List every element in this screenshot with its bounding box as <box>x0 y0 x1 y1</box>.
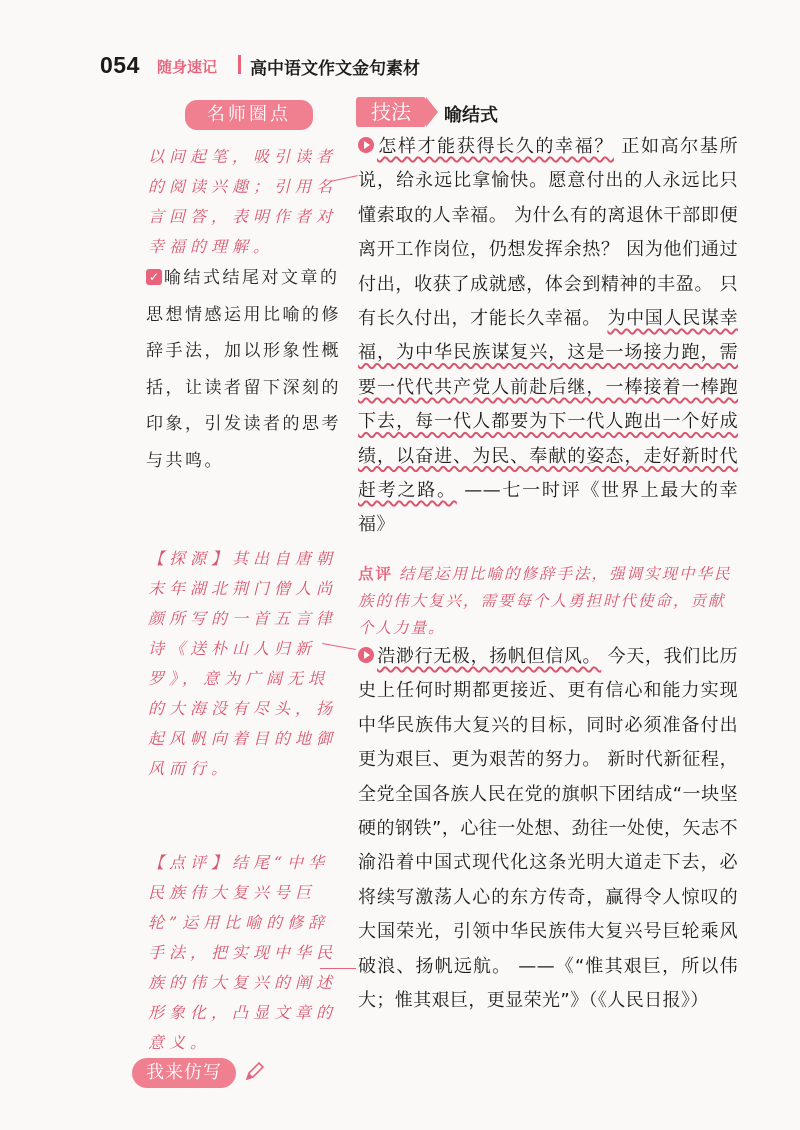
comment-text: 结尾运用比喻的修辞手法，强调实现中华民族的伟大复兴，需要每个人勇担时代使命，贡献个人力量。 <box>358 565 732 637</box>
technique-arrow <box>426 97 438 127</box>
pencil-icon <box>244 1060 266 1082</box>
paragraph-body: 正如高尔基所说，给永远比拿愉快。愿意付出的人永远比只懂索取的人幸福。 为什么有的离退休干部即便离开工作岗位，仍想发挥余热？ 因为他们通过付出，收获了成就感，体会到精神的丰盈。 只有长久付出，才能长久幸福。 <box>358 136 738 330</box>
quoted-verse: 浩渺行无极，扬帆但信风。 <box>377 646 602 667</box>
printed-note-ending <box>146 260 342 479</box>
example-paragraph-1 <box>358 130 738 543</box>
handwritten-note-comment: 【点评】结尾“中华民族伟大复兴号巨轮”运用比喻的修辞手法，把实现中华民族的伟大复兴的阐述形象化，凸显文章的意义。 <box>148 853 338 1052</box>
note-connector <box>320 968 356 969</box>
comment-label: 点评 <box>358 564 394 583</box>
check-icon: ✓ <box>146 269 162 285</box>
play-bullet-icon <box>358 647 374 663</box>
page-number: 054 <box>100 52 140 78</box>
header-divider <box>238 55 241 74</box>
paragraph-body: 今天，我们比历史上任何时期都更接近、更有信心和能力实现中华民族伟大复兴的目标，同时必须准备付出更为艰巨、更为艰苦的努力。 新时代新征程，全党全国各族人民在党的旗帜下团结成“一块坚硬的钢铁”，心往一处想、劲往一处使，矢志不渝沿着中国式现代化这条光明大道走下去，必将续写激荡人心的东方传奇，赢得令人惊叹的大国荣光，引领中华民族伟大复兴号巨轮乘风破浪、扬帆远航。 ——《“惟其艰巨，所以伟大；惟其艰巨，更显荣光”》（《人民日报》） <box>358 646 738 1012</box>
printed-note-text: 喻结式结尾对文章的思想情感运用比喻的修辞手法，加以形象性概括，让读者留下深刻的印象，引发读者的思考与共鸣。 <box>146 268 341 471</box>
technique-label: 技法 <box>356 97 426 127</box>
teacher-notes-label: 名师圈点 <box>185 100 313 130</box>
example-paragraph-2 <box>358 640 738 1018</box>
series-title: 随身速记 <box>157 58 218 76</box>
metaphor-ending: 为中国人民谋幸福，为中华民族谋复兴，这是一场接力跑，需要一代代共产党人前赴后继，一棒接着一棒跑下去，每一代人都要为下一代人跑出一个好成绩，以奋进、为民、奉献的姿态，走好新时代赶考之路。 <box>358 308 738 502</box>
comment-box <box>358 560 738 642</box>
technique-name: 喻结式 <box>444 105 498 126</box>
book-title: 高中语文作文金句素材 <box>250 59 420 79</box>
opening-question: 怎样才能获得长久的幸福？ <box>377 136 614 157</box>
paragraph-source: ——七一时评《世界上最大的幸福》 <box>358 480 738 536</box>
play-bullet-icon <box>358 137 374 153</box>
handwritten-note-source: 【探源】其出自唐朝末年湖北荆门僧人尚颜所写的一首五言律诗《送朴山人归新罗》，意为广阔无垠的大海没有尽头，扬起风帆向着目的地御风而行。 <box>148 549 338 778</box>
handwritten-note-opening: 以问起笔，吸引读者的阅读兴趣；引用名言回答，表明作者对幸福的理解。 <box>148 147 338 256</box>
practice-label: 我来仿写 <box>132 1058 236 1088</box>
